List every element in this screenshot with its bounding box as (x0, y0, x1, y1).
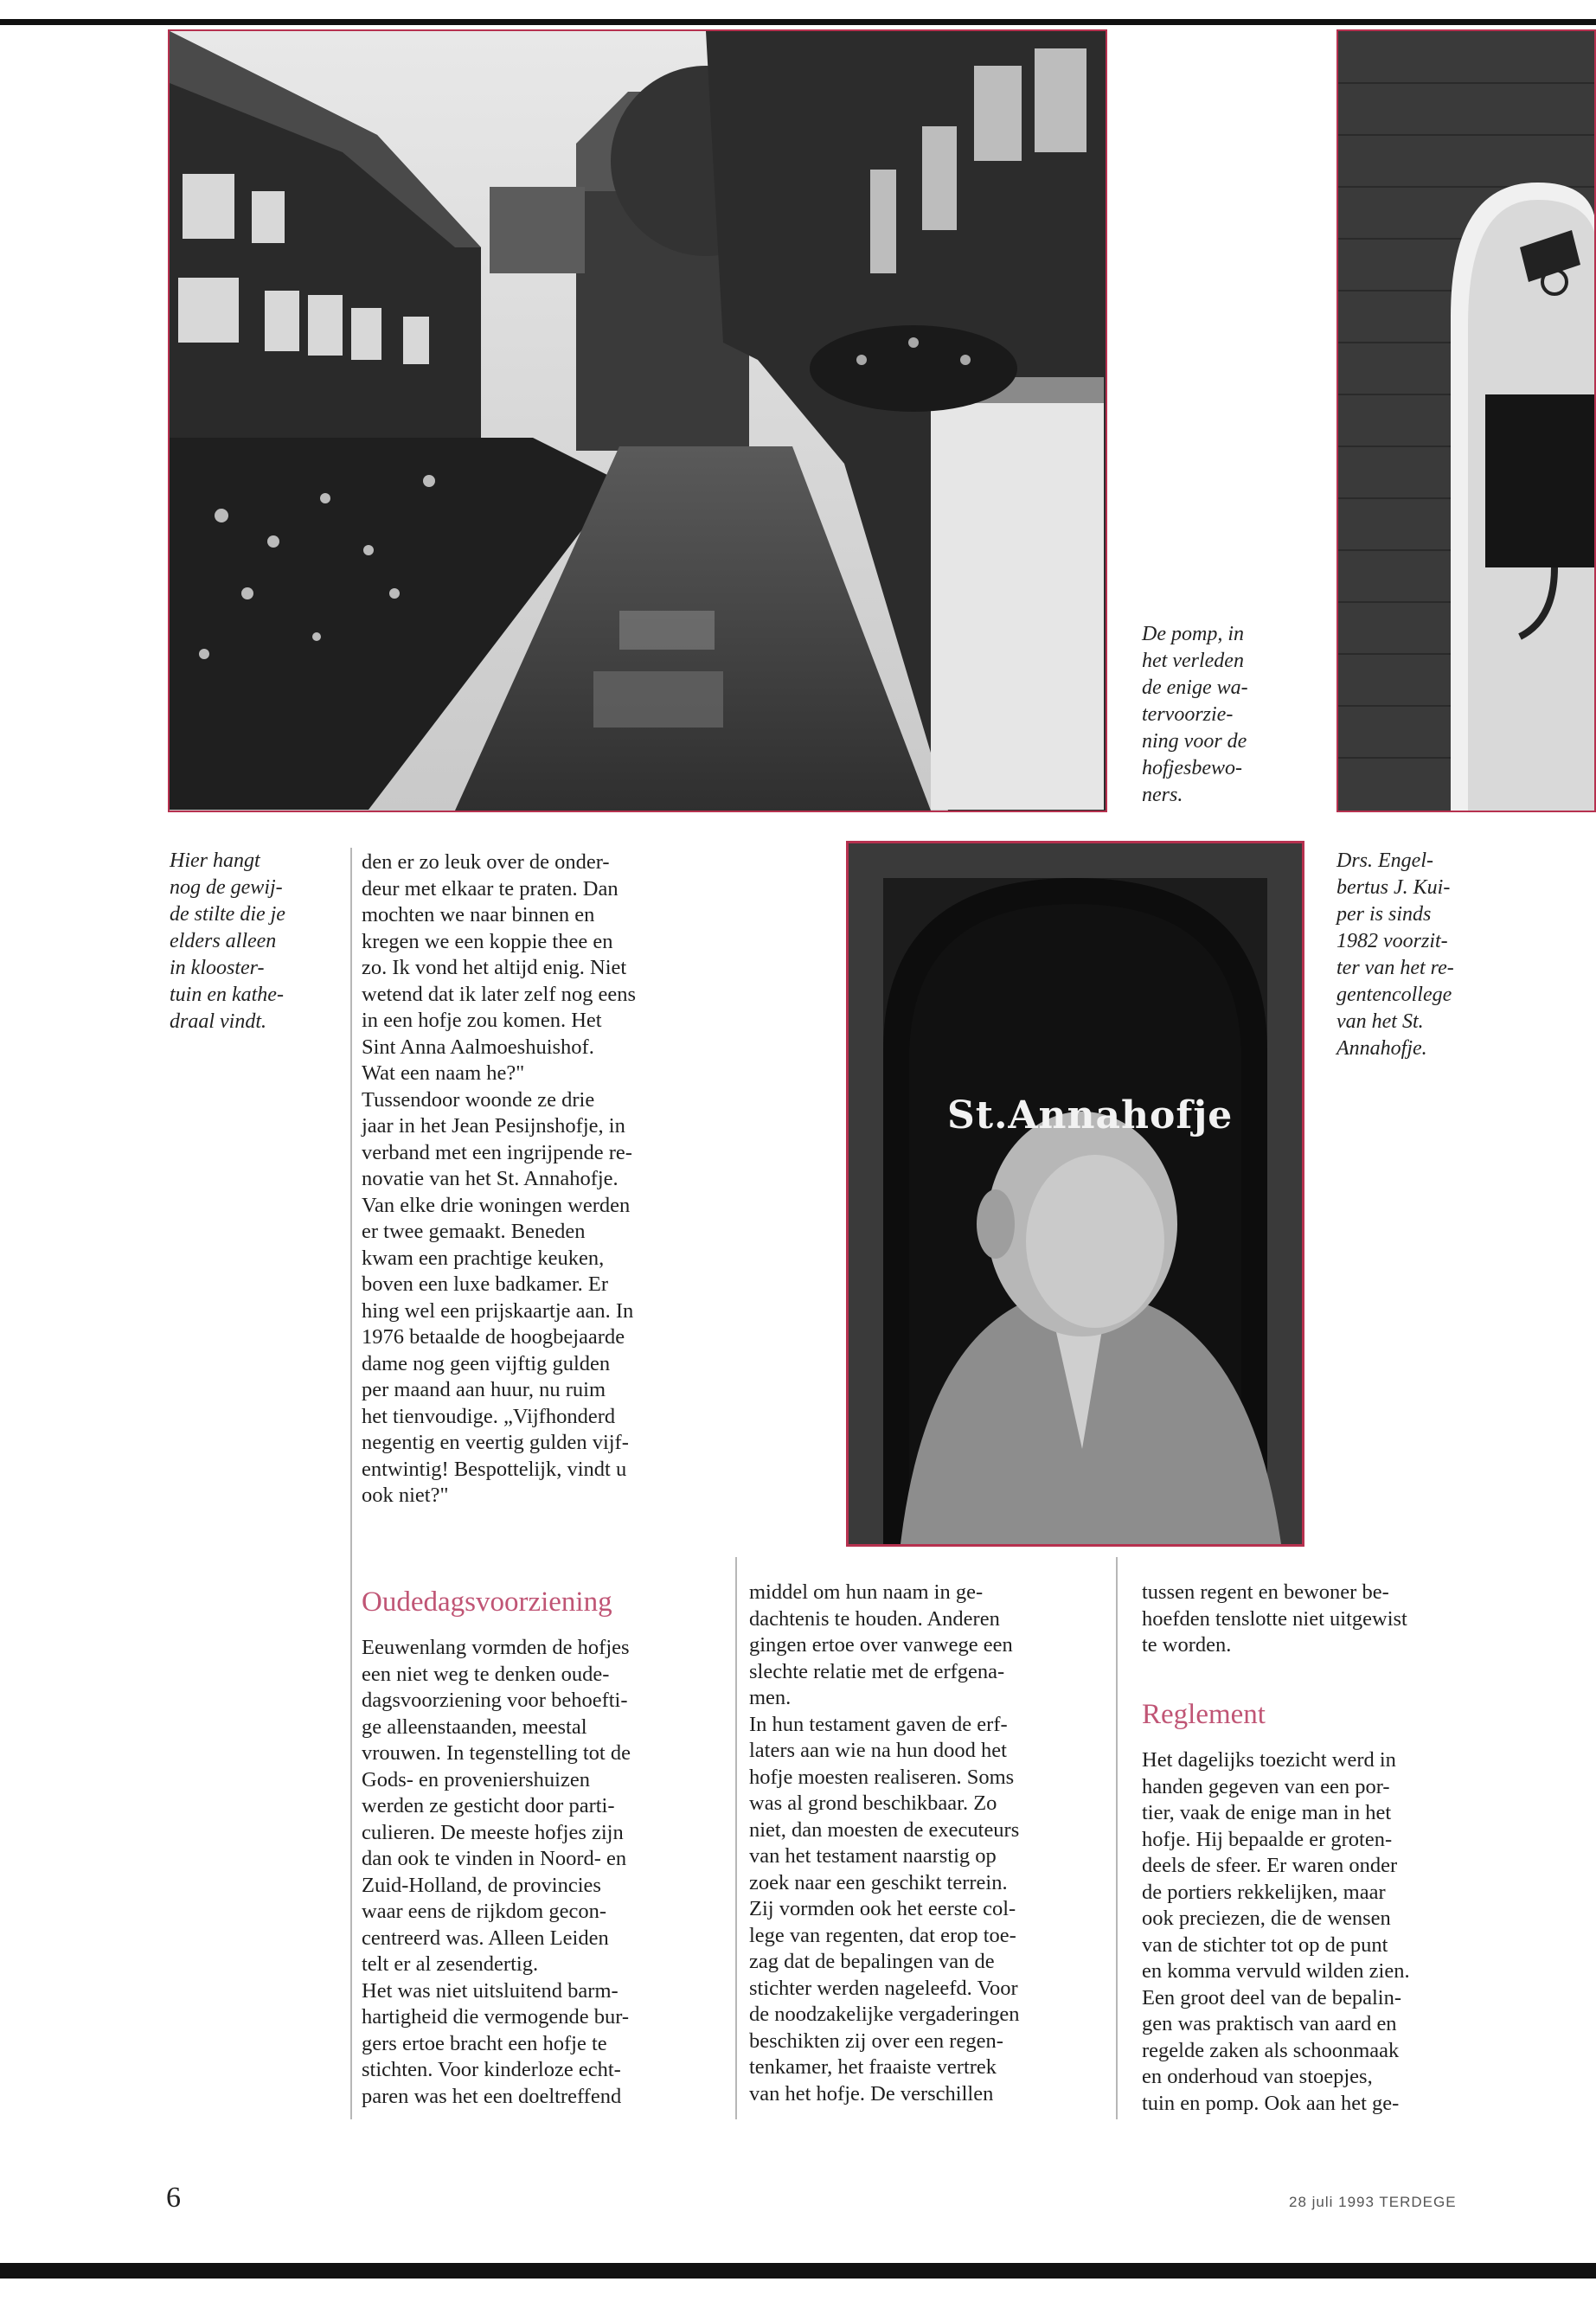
page-number: 6 (166, 2182, 181, 2214)
column-divider-2 (735, 1557, 737, 2119)
heading-oudedagsvoorziening: Oudedagsvoorziening (362, 1586, 612, 1618)
column-3-top-text: tussen regent en bewoner be- hoefden tenslotte niet uitgewist te worden. (1142, 1580, 1407, 1657)
bottom-rule (0, 2263, 1596, 2279)
column-1-top-text: den er zo leuk over de onder- deur met elkaar te praten. Dan mochten we naar binnen en kregen we een koppie thee en zo. Ik vond het altijd enig. Niet wetend dat ik later zelf nog eens in een hofje zou komen. Het Sint Anna Aalmoeshuishof. Wat een naam he?" Tussendoor woonde ze drie jaar in het Jean Pesijnshofje, in verband met een ingrijpende re- novatie van het St. Annahofje. Van elke drie woningen werden er twee gemaakt. Beneden kwam een prachtige keuken, boven een luxe badkamer. Er hing wel een prijskaartje aan. In 1976 betaalde de hoogbejaarde dame nog geen vijftig gulden per maand aan huur, nu ruim het tienvoudige. „Vijfhonderd negentig en veertig gulden vijf- entwintig! Bespottelijk, vindt u ook niet?" (362, 850, 637, 1507)
pump-illustration (1338, 31, 1596, 811)
top-rule (0, 19, 1596, 25)
heading-reglement: Reglement (1142, 1699, 1266, 1730)
courtyard-photo (168, 29, 1107, 812)
kuiper-caption: Drs. Engel- bertus J. Kui- per is sinds 1982 voorzit- ter van het re- gentencollege van het St. Annahofje. (1336, 849, 1454, 1060)
column-3-bottom-text: Het dagelijks toezicht werd in handen gegeven van een por- tier, vaak de enige man in het hofje. Hij bepaalde er groten- deels de sfeer. Er waren onder de portiers rekkelijken, maar ook preciezen, die de wensen van de stichter tot op de punt en komma vervuld wilden zien. Een groot deel van de bepalin- gen was praktisch van aard en regelde zaken als schoonmaak en onderhoud van stoepjes, tuin en pomp. Ook aan het ge- (1142, 1748, 1410, 2115)
gate-sign-text: St.Annahofje (947, 1093, 1234, 1138)
column-divider-3 (1116, 1557, 1118, 2119)
column-2-text: middel om hun naam in ge- dachtenis te houden. Anderen gingen ertoe over vanwege een slechte relatie met de erfgena- men. In hun testament gaven de erf- laters aan wie na hun dood het hofje moesten realiseren. Soms was al grond beschikbaar. Zo niet, dan moesten de executeurs van het testament naarstig op zoek naar een geschikt terrein. Zij vormden ook het eerste col- lege van regenten, dat erop toe- zag dat de bepalingen van de stichter werden nageleefd. Voor de noodzakelijke vergaderingen beschikten zij over een regen- tenkamer, het fraaiste vertrek van het hofje. De verschillen (749, 1580, 1020, 2106)
silence-caption: Hier hangt nog de gewij- de stilte die je elders alleen in klooster- tuin en kathe- draal vindt. (170, 849, 285, 1033)
pump-photo (1336, 29, 1596, 812)
column-1-bottom-text: Eeuwenlang vormden de hofjes een niet weg te denken oude- dagsvoorziening voor behoefti- ge alleenstaanden, meestal vrouwen. In tegenstelling tot de Gods- en proveniershuizen werden ze gesticht door parti- culieren. De meeste hofjes zijn dan ook te vinden in Noord- en Zuid-Holland, de provincies waar eens de rijkdom gecon- centreerd was. Alleen Leiden telt er al zesendertig. Het was niet uitsluitend barm- hartigheid die vermogende bur- gers ertoe bracht een hofje te stichten. Voor kinderloze echt- paren was het een doeltreffend (362, 1636, 631, 2108)
kuiper-portrait-photo (846, 841, 1304, 1547)
courtyard-illustration (170, 31, 1106, 811)
footer-date-publication: 28 juli 1993 TERDEGE (1289, 2194, 1457, 2210)
pump-caption: De pomp, in het verleden de enige wa- tervoorzie- ning voor de hofjesbewo- ners. (1142, 623, 1248, 806)
column-divider-1 (350, 848, 352, 2119)
portrait-illustration (849, 843, 1302, 1544)
